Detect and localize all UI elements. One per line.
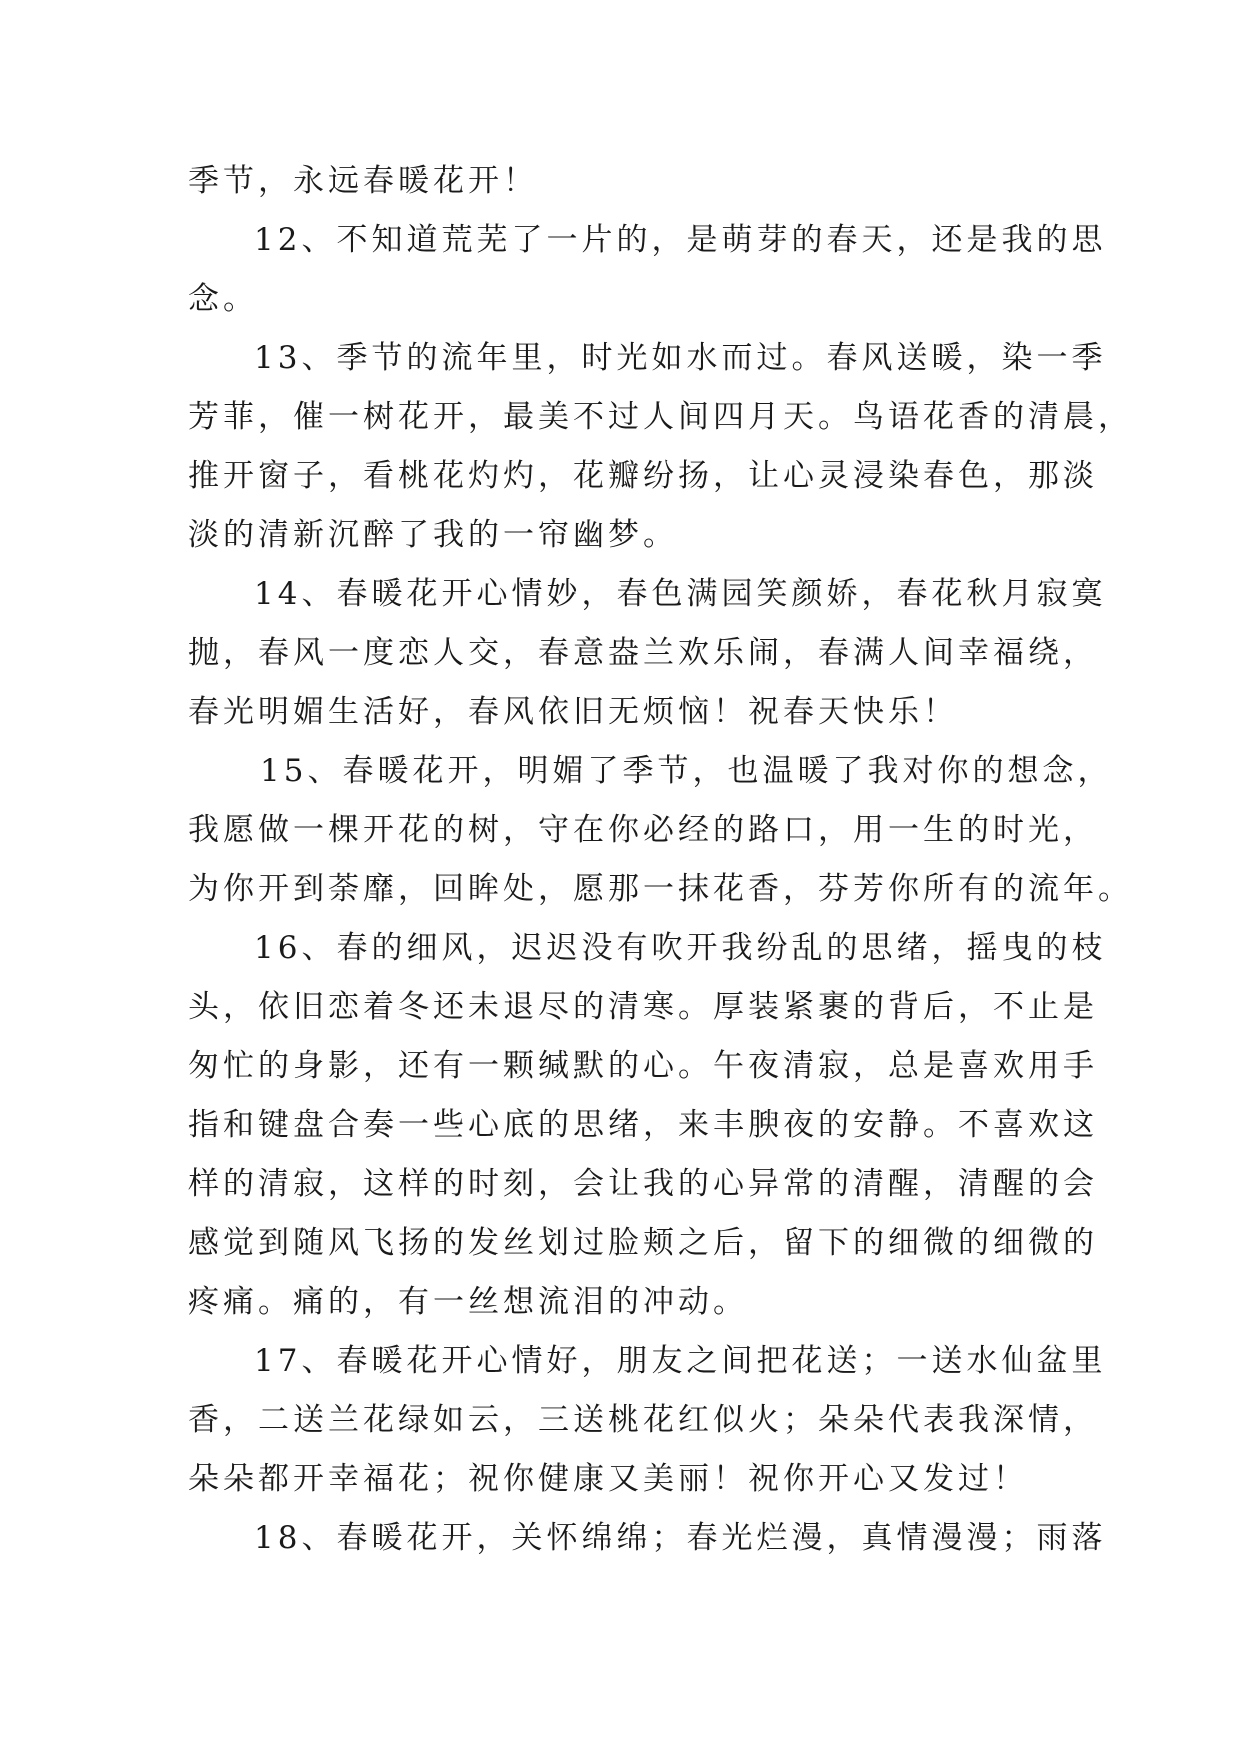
text-line-item-12: 12、不知道荒芜了一片的，是萌芽的春天，还是我的思 [254,222,1107,258]
text-line: 朵朵都开幸福花；祝你健康又美丽！祝你开心又发过！ [188,1461,1028,1497]
text-line-item-15: 15、春暖花开，明媚了季节，也温暖了我对你的想念， [260,753,1113,789]
text-line: 推开窗子，看桃花灼灼，花瓣纷扬，让心灵浸染春色，那淡 [188,458,1098,494]
text-line-item-17: 17、春暖花开心情好，朋友之间把花送；一送水仙盆里 [254,1343,1107,1379]
text-line: 样的清寂，这样的时刻，会让我的心异常的清醒，清醒的会 [188,1166,1098,1202]
document-body [188,152,1133,1568]
text-line-item-14: 14、春暖花开心情妙，春色满园笑颜娇，春花秋月寂寞 [254,576,1107,612]
text-line: 为你开到荼靡，回眸处，愿那一抹花香，芬芳你所有的流年。 [188,871,1133,907]
text-line: 感觉到随风飞扬的发丝划过脸颊之后，留下的细微的细微的 [188,1225,1098,1261]
text-line: 头，依旧恋着冬还未退尽的清寒。厚装紧裹的背后，不止是 [188,989,1098,1025]
text-line: 疼痛。痛的，有一丝想流泪的冲动。 [188,1284,748,1320]
text-line: 我愿做一棵开花的树，守在你必经的路口，用一生的时光， [188,812,1098,848]
text-line: 春光明媚生活好，春风依旧无烦恼！祝春天快乐！ [188,694,958,730]
text-line: 抛，春风一度恋人交，春意盎兰欢乐闹，春满人间幸福绕， [188,635,1098,671]
text-line-item-16: 16、春的细风，迟迟没有吹开我纷乱的思绪，摇曳的枝 [254,930,1107,966]
text-line: 匆忙的身影，还有一颗缄默的心。午夜清寂，总是喜欢用手 [188,1048,1098,1084]
text-line-item-13: 13、季节的流年里，时光如水而过。春风送暖，染一季 [254,340,1107,376]
text-line: 淡的清新沉醉了我的一帘幽梦。 [188,517,678,553]
text-line: 指和键盘合奏一些心底的思绪，来丰腴夜的安静。不喜欢这 [188,1107,1098,1143]
text-line: 季节，永远春暖花开！ [188,163,538,199]
text-line: 香，二送兰花绿如云，三送桃花红似火；朵朵代表我深情， [188,1402,1098,1438]
text-line: 念。 [188,281,258,317]
text-line-item-18: 18、春暖花开，关怀绵绵；春光烂漫，真情漫漫；雨落 [254,1520,1107,1556]
text-line: 芳菲，催一树花开，最美不过人间四月天。鸟语花香的清晨， [188,399,1133,435]
